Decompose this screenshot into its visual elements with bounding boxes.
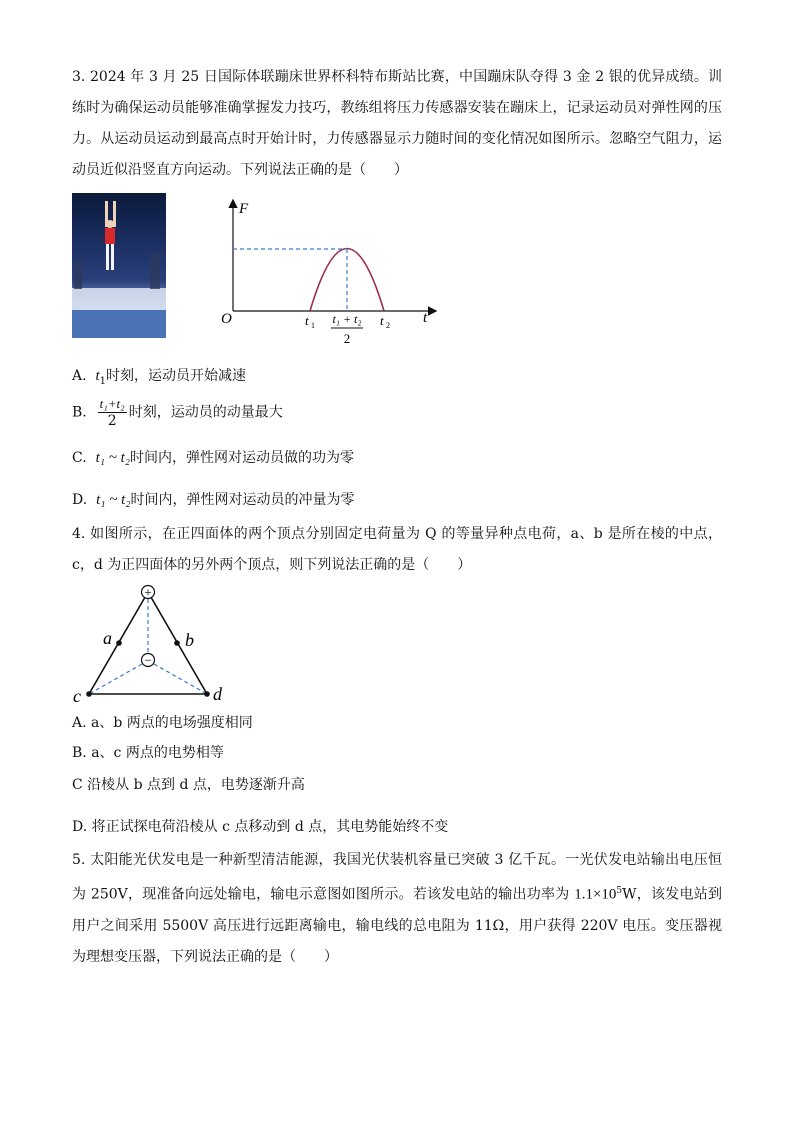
option-subscript: 1: [99, 376, 107, 387]
label-c: c: [73, 686, 81, 706]
athlete-illustration: [72, 193, 166, 338]
option-text: 时间内，弹性网对运动员的冲量为零: [130, 492, 355, 508]
t1-subscript: 1: [311, 321, 315, 330]
t2-subscript: 2: [386, 321, 390, 330]
option-variable: t: [95, 368, 100, 384]
label-d: d: [213, 684, 222, 704]
option-letter: C.: [72, 450, 87, 466]
trampoline-athlete-photo: [72, 193, 166, 338]
power-exponent: 5: [616, 886, 623, 896]
option-letter: B.: [72, 404, 87, 421]
trampoline-bed: [72, 288, 166, 310]
question-4-stem: [72, 519, 722, 581]
q4-option-c[interactable]: C 沿棱从 b 点到 d 点，电势逐渐升高: [72, 777, 305, 793]
power-value: 1.1×10: [574, 886, 617, 903]
q4-option-a[interactable]: A. a、b 两点的电场强度相同: [72, 715, 253, 731]
athlete-head: [106, 220, 114, 228]
option-text: 时间内，弹性网对运动员做的功为零: [129, 450, 354, 466]
option-text: 时刻，运动员的动量最大: [128, 404, 283, 421]
label-b: b: [185, 630, 194, 650]
t1-label: t: [305, 313, 309, 328]
positive-charge-symbol: +: [144, 584, 152, 600]
q3-option-d[interactable]: [72, 489, 354, 509]
option-letter: D.: [72, 492, 88, 508]
q3-option-c[interactable]: [72, 447, 354, 467]
option-text: 时刻，运动员开始减速: [106, 368, 247, 384]
q4-option-d[interactable]: D. 将正试探电荷沿棱从 c 点移动到 d 点，其电势能始终不变: [72, 819, 449, 835]
athlete-right-leg: [111, 244, 114, 270]
trampoline-frame: [72, 310, 166, 338]
point-c-dot: [86, 691, 92, 697]
t2-label: t: [380, 313, 384, 328]
spectator-silhouette: [150, 253, 160, 289]
negative-charge-symbol: −: [144, 652, 152, 668]
spectator-silhouette: [74, 259, 82, 289]
label-a: a: [103, 628, 112, 648]
option-expression: t₁ ~ t₂: [95, 450, 130, 466]
point-b-dot: [174, 640, 180, 646]
midpoint-denominator: 2: [343, 331, 351, 346]
question-5-text-part1: 太阳能光伏发电是一种新型清洁能源，我国光伏装机容量已突破 3 亿千瓦。一光伏发电站输出电压恒为 250V，现准备向远处输电，输电示意图如图所示。若该发电站的输出功率为: [72, 852, 722, 903]
option-letter: A.: [72, 368, 87, 384]
question-3-number: 3.: [72, 69, 86, 85]
y-axis-label: F: [239, 201, 249, 217]
fraction-denominator: 2: [107, 413, 117, 429]
point-a-dot: [116, 640, 122, 646]
q4-option-b[interactable]: B. a、c 两点的电势相等: [72, 745, 224, 761]
option-fraction: [98, 396, 127, 429]
force-time-graph: [215, 195, 445, 350]
question-3-text: 2024 年 3 月 25 日国际体联蹦床世界杯科特布斯站比赛，中国蹦床队夺得 3 金 2 银的优异成绩。训练时为确保运动员能够准确掌握发力技巧，教练组将压力传感器安装在蹦床上，记录运动员对弹性网的压力。从运动员运动到最高点时开始计时，力传感器显示力随时间的变化情况如图所示。忽略空气阻力，运动员近似沿竖直方向运动。下列说法正确的是（ ）: [72, 69, 723, 178]
q3-option-b[interactable]: [72, 396, 283, 429]
power-unit: W: [622, 886, 637, 903]
x-axis-label: t: [423, 310, 428, 326]
athlete-left-leg: [106, 244, 109, 270]
origin-label: O: [221, 311, 232, 327]
fraction-numerator: t₁+t₂: [99, 396, 125, 411]
q3-option-a[interactable]: [72, 365, 246, 387]
tetrahedron-diagram: [70, 582, 240, 707]
question-4-number: 4.: [72, 526, 86, 542]
question-4-text: 如图所示，在正四面体的两个顶点分别固定电荷量为 Q 的等量异种点电荷，a、b 是所在棱的中点，c，d 为正四面体的另外两个顶点，则下列说法正确的是（ ）: [72, 526, 722, 573]
athlete-shirt: [105, 228, 115, 244]
midpoint-numerator: t₁ + t₂: [332, 312, 362, 326]
question-5-number: 5.: [72, 852, 86, 868]
question-5-text-part2: ，该发电站到用户之间采用 5500V 高压进行远距离输电，输电线的总电阻为 11Ω，用户获得 220V 电压。变压器视为理想变压器，下列说法正确的是（ ）: [72, 886, 722, 965]
question-3-stem: [72, 62, 722, 186]
point-d-dot: [204, 691, 210, 697]
option-expression: t₁ ~ t₂: [96, 492, 131, 508]
question-5-stem: [72, 845, 722, 973]
